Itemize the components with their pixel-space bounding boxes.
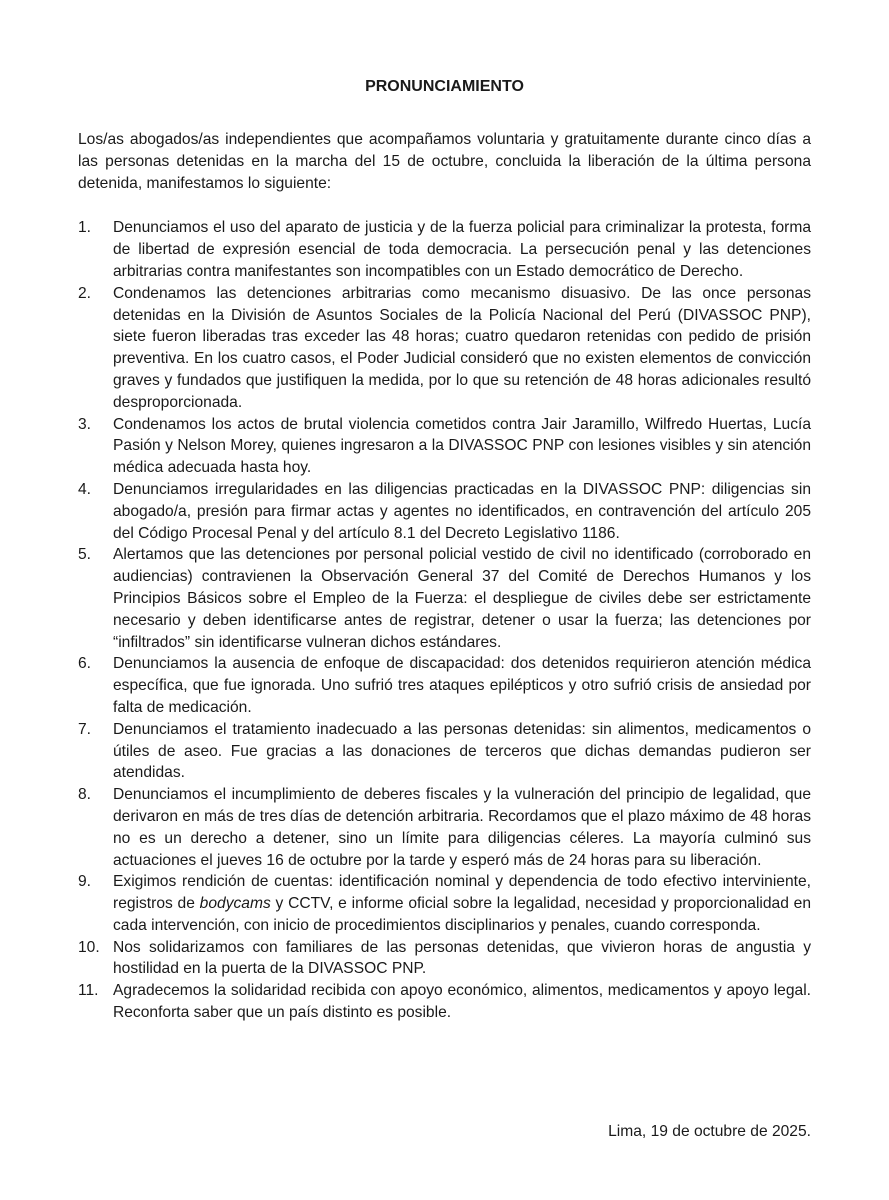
list-item (78, 414, 811, 479)
document-title: PRONUNCIAMIENTO (365, 78, 524, 95)
signature-date: Lima, 19 de octubre de 2025. (608, 1123, 811, 1140)
list-item (78, 544, 811, 653)
item-text-italic: bodycams (199, 895, 271, 913)
statement-list (78, 217, 811, 1023)
list-item (78, 479, 811, 544)
item-number: 6. (78, 655, 92, 673)
item-text-after: y CCTV, e informe oficial sobre la legalidad, necesidad y proporcionalidad en cada intervención, con inicio de procedimientos disciplinarios y penales, cuando corresponda. (113, 895, 811, 934)
item-number: 1. (78, 219, 92, 237)
item-text: Alertamos que las detenciones por personal policial vestido de civil no identificado (corroborado en audiencias) contravienen la Observación General 37 del Comité de Derechos Humanos y los Principios Básicos sobre el Empleo de la Fuerza: el despliegue de civiles debe ser estrictamente necesario y deben identificarse antes de registrar, detener o usar la fuerza; las detenciones por “infiltrados” sin identificarse vulneran dichos estándares. (113, 546, 811, 651)
item-number: 5. (78, 546, 92, 564)
item-text: Denunciamos la ausencia de enfoque de discapacidad: dos detenidos requirieron atención médica específica, que fue ignorada. Uno sufrió tres ataques epilépticos y otro sufrió crisis de ansiedad por falta de medicación. (113, 655, 811, 716)
list-item (78, 283, 811, 414)
item-number: 11. (78, 982, 99, 1000)
item-text: Denunciamos el uso del aparato de justicia y de la fuerza policial para criminalizar la protesta, forma de libertad de expresión esencial de toda democracia. La persecución penal y las detenciones arbitrarias contra manifestantes son incompatibles con un Estado democrático de Derecho. (113, 219, 811, 280)
list-item (78, 784, 811, 871)
item-text: Nos solidarizamos con familiares de las personas detenidas, que vivieron horas de angustia y hostilidad en la puerta de la DIVASSOC PNP. (113, 938, 811, 978)
item-text: Denunciamos el tratamiento inadecuado a las personas detenidas: sin alimentos, medicamentos o útiles de aseo. Fue gracias a las donaciones de terceros que dichas demandas pudieron ser atendidas. (113, 720, 811, 782)
item-text: Condenamos las detenciones arbitrarias como mecanismo disuasivo. De las once personas detenidas en la División de Asuntos Sociales de la Policía Nacional del Perú (DIVASSOC PNP), siete fueron liberadas tras exceder las 48 horas; cuatro quedaron retenidas con pedido de prisión preventiva. En los cuatro casos, el Poder Judicial consideró que no existen elementos de convicción graves y fundados que justifiquen la medida, por lo que su retención de 48 horas adicionales resultó desproporcionada. (113, 284, 811, 411)
list-item (78, 871, 811, 936)
item-text: Denunciamos el incumplimiento de deberes fiscales y la vulneración del principio de legalidad, que derivaron en más de tres días de detención arbitraria. Recordamos que el plazo máximo de 48 horas no es un derecho a detener, sino un límite para diligencias céleres. La mayoría culminó sus actuaciones el jueves 16 de octubre por la tarde y esperó más de 24 horas para su liberación. (113, 786, 811, 869)
item-number: 2. (78, 284, 92, 302)
item-text-before: Exigimos rendición de cuentas: identificación nominal y dependencia de todo efectivo interviniente, registros de (113, 873, 811, 913)
item-text: Denunciamos irregularidades en las diligencias practicadas en la DIVASSOC PNP: diligencias sin abogado/a, presión para firmar actas y agentes no identificados, en contravención del artículo 205 del Código Procesal Penal y del artículo 8.1 del Decreto Legislativo 1186. (113, 480, 811, 542)
item-number: 7. (78, 720, 92, 738)
list-item (78, 980, 811, 1024)
item-number: 8. (78, 786, 92, 804)
item-text: Agradecemos la solidaridad recibida con apoyo económico, alimentos, medicamentos y apoyo legal. Reconforta saber que un país distinto es posible. (113, 982, 811, 1022)
item-number: 4. (78, 480, 92, 498)
item-text: Condenamos los actos de brutal violencia cometidos contra Jair Jaramillo, Wilfredo Huertas, Lucía Pasión y Nelson Morey, quienes ingresaron a la DIVASSOC PNP con lesiones visibles y sin atención médica adecuada hasta hoy. (113, 415, 811, 477)
item-text (113, 871, 811, 936)
item-number: 3. (78, 415, 92, 433)
item-number: 10. (78, 938, 100, 956)
list-item (78, 937, 811, 981)
list-item (78, 719, 811, 784)
intro-paragraph: Los/as abogados/as independientes que acompañamos voluntaria y gratuitamente durante cinco días a las personas detenidas en la marcha del 15 de octubre, concluida la liberación de la última persona detenida, manifestamos lo siguiente: (78, 131, 811, 192)
list-item (78, 217, 811, 282)
list-item (78, 653, 811, 718)
item-number: 9. (78, 873, 92, 891)
